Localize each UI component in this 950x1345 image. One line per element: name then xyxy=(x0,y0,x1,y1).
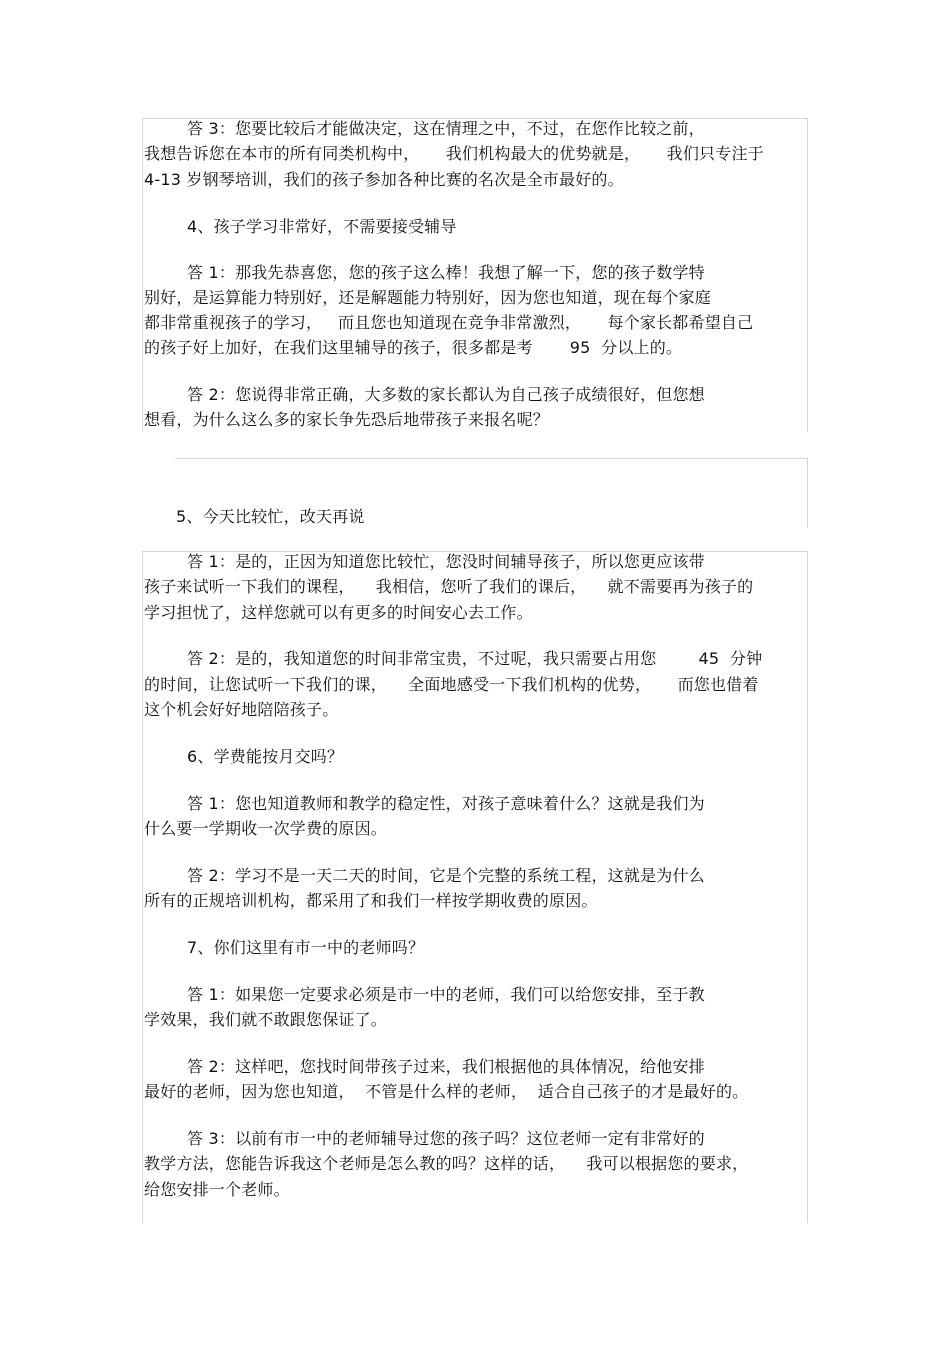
s7-answer-1-line-1: 答 1：如果您一定要求必须是市一中的老师，我们可以给您安排，至于教 xyxy=(187,985,705,1004)
s6-answer-1-line-2: 什么要一学期收一次学费的原因。 xyxy=(144,819,388,838)
s7-answer-3-line-3: 给您安排一个老师。 xyxy=(144,1180,290,1199)
s7-answer-3-line-1: 答 3：以前有市一中的老师辅导过您的孩子吗？这位老师一定有非常好的 xyxy=(187,1129,705,1148)
s6-answer-2-line-2: 所有的正规培训机构，都采用了和我们一样按学期收费的原因。 xyxy=(144,891,598,910)
section-heading-6: 6、学费能按月交吗？ xyxy=(187,747,344,766)
section-heading-7: 7、你们这里有市一中的老师吗？ xyxy=(187,938,425,957)
s4-answer-1-line-3: 都非常重视孩子的学习， 而且您也知道现在竞争非常激烈， 每个家长都希望自己 xyxy=(144,313,754,332)
s7-answer-1-line-2: 学效果，我们就不敢跟您保证了。 xyxy=(144,1010,388,1029)
s5-answer-1-line-1: 答 1：是的，正因为知道您比较忙，您没时间辅导孩子，所以您更应该带 xyxy=(187,552,705,571)
s4-answer-1-line-4: 的孩子好上加好，在我们这里辅导的孩子，很多都是考 95 分以上的。 xyxy=(144,338,683,357)
s5-answer-2-line-2: 的时间，让您试听一下我们的课， 全面地感受一下我们机构的优势， 而您也借着 xyxy=(144,675,759,694)
s4-answer-2-line-1: 答 2：您说得非常正确，大多数的家长都认为自己孩子成绩很好，但您想 xyxy=(187,385,705,404)
section-heading-4: 4、孩子学习非常好，不需要接受辅导 xyxy=(187,217,457,236)
s4-answer-2-line-2: 想看，为什么这么多的家长争先恐后地带孩子来报名呢？ xyxy=(144,410,550,429)
s7-answer-2-line-1: 答 2：这样吧，您找时间带孩子过来，我们根据他的具体情况，给他安排 xyxy=(187,1057,705,1076)
answer-3-line-2: 我想告诉您在本市的所有同类机构中， 我们机构最大的优势就是， 我们只专注于 xyxy=(144,144,764,163)
s5-answer-2-line-3: 这个机会好好地陪陪孩子。 xyxy=(144,700,339,719)
s7-answer-2-line-2: 最好的老师，因为您也知道， 不管是什么样的老师， 适合自己孩子的才是最好的。 xyxy=(144,1082,749,1101)
answer-3-line-1: 答 3：您要比较后才能做决定，这在情理之中，不过，在您作比较之前， xyxy=(187,119,705,138)
section-heading-5: 5、今天比较忙，改天再说 xyxy=(176,507,365,526)
s7-answer-3-line-2: 教学方法，您能告诉我这个老师是怎么教的吗？这样的话， 我可以根据您的要求， xyxy=(144,1154,749,1173)
s4-answer-1-line-1: 答 1：那我先恭喜您，您的孩子这么棒！我想了解一下，您的孩子数学特 xyxy=(187,263,705,282)
s5-answer-2-line-1: 答 2：是的，我知道您的时间非常宝贵，不过呢，我只需要占用您 45 分钟 xyxy=(187,649,763,668)
s5-answer-1-line-2: 孩子来试听一下我们的课程， 我相信，您听了我们的课后， 就不需要再为孩子的 xyxy=(144,577,754,596)
s6-answer-2-line-1: 答 2：学习不是一天二天的时间，它是个完整的系统工程，这就是为什么 xyxy=(187,866,705,885)
answer-3-line-3: 4-13 岁钢琴培训，我们的孩子参加各种比赛的名次是全市最好的。 xyxy=(144,170,624,189)
s4-answer-1-line-2: 别好，是运算能力特别好，还是解题能力特别好，因为您也知道，现在每个家庭 xyxy=(144,288,712,307)
s5-answer-1-line-3: 学习担忧了，这样您就可以有更多的时间安心去工作。 xyxy=(144,603,533,622)
s6-answer-1-line-1: 答 1：您也知道教师和教学的稳定性，对孩子意味着什么？这就是我们为 xyxy=(187,794,705,813)
